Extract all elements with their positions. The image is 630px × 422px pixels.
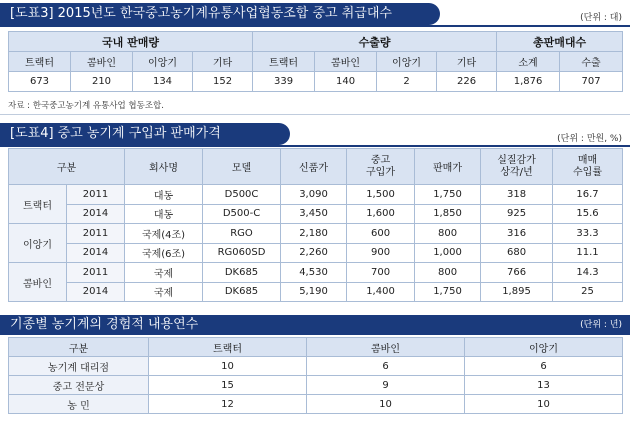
cell: 226 — [437, 72, 497, 92]
cell-rate: 11.1 — [553, 243, 623, 263]
col-header: 매매 수입률 — [553, 149, 623, 185]
col-header: 구분 — [9, 338, 149, 357]
cell-year: 2014 — [67, 282, 125, 302]
table3-title: [도표3] 2015년도 한국중고농기계유통사업협동조합 중고 취급대수 — [0, 3, 440, 25]
row-label: 농 민 — [9, 395, 149, 414]
cell-rate: 25 — [553, 282, 623, 302]
cell-sale: 1,750 — [415, 282, 481, 302]
cell-sale: 800 — [415, 263, 481, 283]
cell-sale: 1,850 — [415, 204, 481, 224]
group-total: 총판매대수 — [497, 32, 623, 52]
cell-company: 국제 — [125, 282, 203, 302]
cell-new: 2,180 — [281, 224, 347, 244]
cell-dep: 766 — [481, 263, 553, 283]
cell: 12 — [149, 395, 307, 414]
table4-title: [도표4] 중고 농기계 구입과 판매가격 — [0, 123, 290, 145]
cell: 15 — [149, 376, 307, 395]
table4-rule — [0, 145, 630, 147]
cell-company: 대동 — [125, 185, 203, 205]
table-row — [9, 243, 623, 263]
cell: 2 — [377, 72, 437, 92]
cell: 152 — [193, 72, 253, 92]
table5-unit: (단위 : 년) — [580, 320, 622, 330]
cell-company: 국제(4조) — [125, 224, 203, 244]
table-row — [9, 395, 623, 414]
cell: 13 — [465, 376, 623, 395]
col-header: 회사명 — [125, 149, 203, 185]
col-header: 콤바인 — [315, 52, 377, 72]
row-label: 농기계 대리점 — [9, 357, 149, 376]
cell-year: 2011 — [67, 263, 125, 283]
cell-used: 700 — [347, 263, 415, 283]
cell-model: DK685 — [203, 263, 281, 283]
cell-new: 4,530 — [281, 263, 347, 283]
cell-company: 국제(6조) — [125, 243, 203, 263]
cell: 6 — [465, 357, 623, 376]
cell: 10 — [149, 357, 307, 376]
col-header: 기타 — [437, 52, 497, 72]
col-header: 콤바인 — [71, 52, 133, 72]
cell: 9 — [307, 376, 465, 395]
col-header: 모델 — [203, 149, 281, 185]
cell-company: 국제 — [125, 263, 203, 283]
cell-sale: 800 — [415, 224, 481, 244]
table-row — [9, 282, 623, 302]
col-header: 트랙터 — [9, 52, 71, 72]
col-header: 신품가 — [281, 149, 347, 185]
table3-rule — [0, 25, 630, 27]
col-header: 트랙터 — [253, 52, 315, 72]
cell-model: RGO — [203, 224, 281, 244]
divider — [0, 114, 630, 115]
table3-unit: (단위 : 대) — [580, 13, 622, 23]
col-header: 구분 — [9, 149, 125, 185]
cell: 339 — [253, 72, 315, 92]
cell-used: 1,500 — [347, 185, 415, 205]
cell-model: DK685 — [203, 282, 281, 302]
table-row — [9, 263, 623, 283]
cell-new: 3,450 — [281, 204, 347, 224]
table-row — [9, 357, 623, 376]
col-header: 기타 — [193, 52, 253, 72]
table-row — [9, 204, 623, 224]
table5 — [8, 337, 623, 414]
table5-title: 기종별 농기계의 경험적 내용연수 — [10, 317, 199, 332]
cell-used: 600 — [347, 224, 415, 244]
table-row — [9, 185, 623, 205]
cell-sale: 1,750 — [415, 185, 481, 205]
col-header: 트랙터 — [149, 338, 307, 357]
cell: 673 — [9, 72, 71, 92]
row-category: 트랙터 — [9, 185, 67, 224]
cell-dep: 316 — [481, 224, 553, 244]
cell: 210 — [71, 72, 133, 92]
table-row — [9, 376, 623, 395]
col-header: 중고 구입가 — [347, 149, 415, 185]
col-header: 이앙기 — [465, 338, 623, 357]
cell-used: 900 — [347, 243, 415, 263]
cell-dep: 925 — [481, 204, 553, 224]
table4-unit: (단위 : 만원, %) — [557, 134, 622, 144]
cell: 707 — [560, 72, 623, 92]
row-label: 중고 전문상 — [9, 376, 149, 395]
col-header: 이앙기 — [133, 52, 193, 72]
cell-dep: 680 — [481, 243, 553, 263]
cell-new: 5,190 — [281, 282, 347, 302]
group-export: 수출량 — [253, 32, 497, 52]
col-header: 이앙기 — [377, 52, 437, 72]
table5-title-bar — [0, 315, 630, 335]
cell: 140 — [315, 72, 377, 92]
cell-year: 2011 — [67, 224, 125, 244]
cell: 1,876 — [497, 72, 560, 92]
col-header: 실질감가 상각/년 — [481, 149, 553, 185]
cell-dep: 1,895 — [481, 282, 553, 302]
col-header: 판매가 — [415, 149, 481, 185]
row-category: 콤바인 — [9, 263, 67, 302]
cell: 6 — [307, 357, 465, 376]
cell: 10 — [307, 395, 465, 414]
cell-rate: 16.7 — [553, 185, 623, 205]
cell-company: 대동 — [125, 204, 203, 224]
table4 — [8, 148, 623, 302]
cell-year: 2014 — [67, 243, 125, 263]
col-header: 콤바인 — [307, 338, 465, 357]
table3 — [8, 31, 623, 92]
table3-source: 자료 : 한국중고농기계 유통사업 협동조합. — [8, 101, 164, 111]
cell-model: D500-C — [203, 204, 281, 224]
col-header: 소계 — [497, 52, 560, 72]
cell: 134 — [133, 72, 193, 92]
cell-year: 2014 — [67, 204, 125, 224]
cell-rate: 15.6 — [553, 204, 623, 224]
cell-used: 1,400 — [347, 282, 415, 302]
cell-model: D500C — [203, 185, 281, 205]
cell-rate: 14.3 — [553, 263, 623, 283]
table-row — [9, 72, 623, 92]
cell-model: RG060SD — [203, 243, 281, 263]
cell-sale: 1,000 — [415, 243, 481, 263]
cell-year: 2011 — [67, 185, 125, 205]
table-row — [9, 224, 623, 244]
group-domestic: 국내 판매량 — [9, 32, 253, 52]
cell: 10 — [465, 395, 623, 414]
cell-dep: 318 — [481, 185, 553, 205]
cell-rate: 33.3 — [553, 224, 623, 244]
row-category: 이앙기 — [9, 224, 67, 263]
cell-new: 3,090 — [281, 185, 347, 205]
col-header: 수출 — [560, 52, 623, 72]
cell-used: 1,600 — [347, 204, 415, 224]
cell-new: 2,260 — [281, 243, 347, 263]
